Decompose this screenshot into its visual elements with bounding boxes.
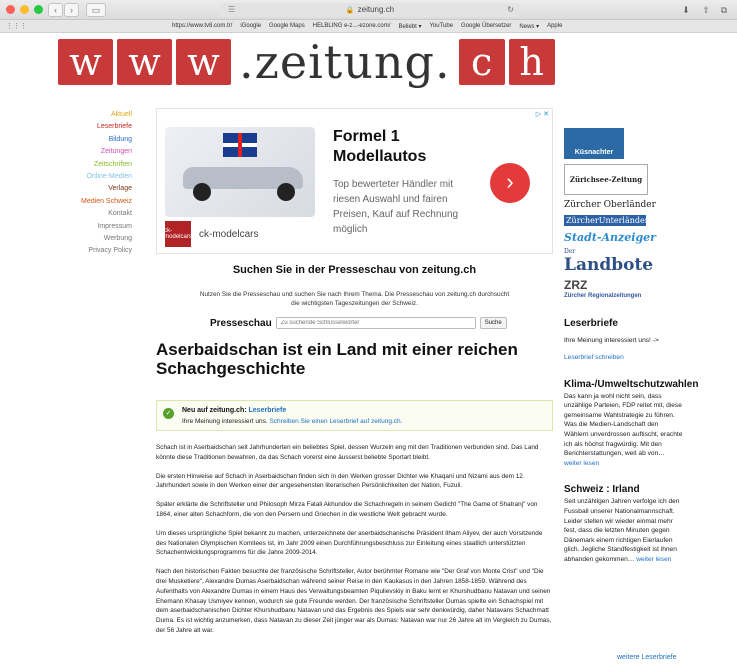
- url-text: zeitung.ch: [357, 5, 395, 14]
- adchoices-icon[interactable]: ▷ ✕: [535, 111, 549, 118]
- notice-link[interactable]: Leserbriefe: [248, 407, 287, 414]
- logo-letter-box: c: [459, 39, 505, 85]
- sidebar-icon[interactable]: ▭: [86, 3, 106, 17]
- article-paragraph: Um dieses ursprüngliche Spiel bekannt zu machen, unterzeichnete der aserbaidschanische Präsident Ilham Aliyev, der auch Vorsitzende des Nationalen Olympischen Komitees ist, im Jahr 2009 einen Durchführungsbeschluss zur Einleitung eines staatlich unterstützten Schachentwicklungsprogramms für die Jahre 2009-2014.: [156, 529, 543, 557]
- leftnav-item-leserbriefe[interactable]: Leserbriefe: [96, 123, 132, 131]
- search-label: Presseschau: [210, 317, 272, 329]
- browser-titlebar: [0, 0, 737, 20]
- letter-item: [564, 482, 684, 564]
- article-body: [156, 443, 553, 645]
- tabs-icon[interactable]: ⧉: [720, 5, 728, 15]
- bookmark-item[interactable]: Apple: [547, 23, 563, 29]
- leftnav-item-online-medien[interactable]: Online-Medien: [86, 173, 132, 181]
- leftnav-item-medien-schweiz[interactable]: Medien Schweiz: [81, 197, 132, 205]
- bookmark-item[interactable]: Beliebt ▾: [398, 23, 422, 30]
- ad-brand-name: ck-modelcars: [199, 228, 259, 240]
- leftnav-item-kontakt[interactable]: Kontakt: [108, 210, 132, 218]
- leftnav-item-verlage[interactable]: Verlage: [108, 185, 132, 193]
- bookmark-item[interactable]: HELBLING e-z...-ezone.com/: [312, 23, 391, 29]
- logo-text: .zeitung.: [239, 35, 451, 89]
- leserbriefe-text: Ihre Meinung interessiert uns! ->: [564, 337, 659, 344]
- notice-link-write[interactable]: Schreiben Sie einen Leserbrief auf zeitung.ch.: [269, 418, 403, 425]
- ad-brand-logo: ck-modelcars: [165, 221, 191, 247]
- article-paragraph: Schach ist in Aserbaidschan seit Jahrhunderten ein beliebtes Spiel, dessen Wurzeln eng mit den Traditionen verbunden sind. Das Land könnte diese Traditionen bewahren, da das Schach vorerst eine äusserst beliebte Sportart bleibt.: [156, 444, 539, 461]
- bookmark-item[interactable]: https://www.tv8.com.tr/: [172, 23, 233, 29]
- bookmark-item[interactable]: Google Übersetzer: [461, 23, 512, 29]
- search-input[interactable]: [276, 317, 476, 329]
- zuercher-unterlaender-logo[interactable]: ZürcherUnterländer: [566, 216, 649, 225]
- more-letters-link[interactable]: weitere Leserbriefe: [617, 654, 677, 661]
- kusnachter-logo[interactable]: Küsnachter: [564, 128, 624, 159]
- article-paragraph: Später erklärte die Schriftsteller und Philosoph Mirza Fatali Akhundov die Schachregeln in seinem Gedicht "The Game of Shatranj" von 1864, einer alten Schachform, die von den Persern und Griechen in die westliche Welt gebracht wurde.: [156, 501, 538, 518]
- letter-excerpt: Seit unzähligen Jahren verfolge ich den Fussball unserer Nationalmannschaft. Leider stellen wir wieder einmal mehr fest, dass die letzten Minuten gegen Dänemark einem richtigen Eierlaufen glich. Jegliche Standfestigkeit ist ihnen abhanden gekommen… weiter lesen: [564, 498, 680, 563]
- leftnav-item-zeitschriften[interactable]: Zeitschriften: [93, 160, 132, 168]
- zuercher-oberlaender-logo[interactable]: Zürcher Oberländer: [564, 200, 656, 210]
- bookmark-item[interactable]: Google Maps: [269, 23, 305, 29]
- advertisement[interactable]: [156, 108, 553, 254]
- search-form: [210, 317, 507, 329]
- grid-icon[interactable]: ⋮⋮⋮: [6, 23, 27, 30]
- zrz-logo[interactable]: ZRZ Zürcher Regionalzeitungen: [564, 278, 642, 299]
- leftnav-item-aktuell[interactable]: Aktuell: [110, 111, 132, 118]
- bookmark-item[interactable]: YouTube: [429, 23, 454, 29]
- bookmark-item[interactable]: News ▾: [519, 23, 540, 30]
- zoom-window-button[interactable]: [34, 5, 43, 14]
- reader-icon[interactable]: ☰: [228, 5, 236, 14]
- landbote-logo[interactable]: Der Landbote: [564, 248, 654, 275]
- letter-excerpt: Das kann ja wohl nicht sein, dass unzählige Parteien, FDP reitet mit, diese gemeinsame Wahlstrategie zu führen. Was die Medien-Landschaft den Wählern unverdrossen auftischt, erachte ich als höchst fragwürdig. Mit den Berichterstattungen, weit ab von… weiter lesen: [564, 392, 683, 467]
- stadt-anzeiger-logo[interactable]: Stadt-Anzeiger: [564, 231, 656, 244]
- read-more-link[interactable]: weiter lesen: [564, 459, 600, 467]
- letter-title[interactable]: Schweiz : Irland: [564, 484, 640, 496]
- logo-letter-box: h: [509, 39, 555, 85]
- left-navigation: [60, 109, 132, 258]
- window-controls: [6, 5, 43, 14]
- leserbrief-write-link[interactable]: Leserbrief schreiben: [564, 353, 624, 361]
- leftnav-item-privacy-policy[interactable]: Privacy Policy: [88, 247, 132, 255]
- article-paragraph: Die ersten Hinweise auf Schach in Aserbaidschan finden sich in den Werken grosser Dichter wie Khaqani und Nizami aus dem 12. Jahrhundert sowie in den Werken einer der angesehensten literarischen Persönlichkeiten der Nation, Fuzuli.: [156, 472, 525, 490]
- article-headline: Aserbaidschan ist ein Land mit einer reichen Schachgeschichte: [156, 340, 518, 378]
- notice-text: Ihre Meinung interessiert uns. Schreiben Sie einen Leserbrief auf zeitung.ch.: [182, 418, 403, 425]
- zuerichsee-zeitung-logo[interactable]: Zürichsee-Zeitung: [564, 164, 648, 195]
- logo-letter-box: w: [176, 39, 231, 85]
- back-icon[interactable]: ‹: [48, 3, 63, 17]
- logo-letter-box: w: [58, 39, 113, 85]
- close-window-button[interactable]: [6, 5, 15, 14]
- leserbriefe-heading: Leserbriefe: [564, 318, 618, 329]
- read-more-link[interactable]: weiter lesen: [636, 555, 672, 563]
- leftnav-item-werbung[interactable]: Werbung: [103, 235, 132, 243]
- download-icon[interactable]: ⬇: [682, 5, 690, 15]
- leftnav-item-zeitungen[interactable]: Zeitungen: [100, 148, 132, 156]
- search-button[interactable]: Suche: [480, 317, 507, 329]
- ad-arrow-button[interactable]: ›: [490, 163, 530, 203]
- bookmarks-bar: [0, 20, 737, 33]
- letter-title[interactable]: Klima-/Umweltschutzwahlen: [564, 378, 699, 390]
- leserbriefe-box: [564, 316, 684, 364]
- search-heading: Suchen Sie in der Presseschau von zeitung.ch: [232, 264, 477, 276]
- reload-icon[interactable]: ↻: [507, 5, 514, 14]
- ad-title[interactable]: Formel 1 Modellautos: [333, 128, 427, 165]
- right-sidebar: [564, 128, 699, 565]
- ad-text: Top bewerteter Händler mit riesen Auswahl und fairen Preisen, Kauf auf Rechnung möglich: [333, 179, 459, 235]
- ad-brand[interactable]: [165, 221, 258, 247]
- minimize-window-button[interactable]: [20, 5, 29, 14]
- forward-icon[interactable]: ›: [64, 3, 79, 17]
- share-icon[interactable]: ⇧: [702, 5, 710, 15]
- site-logo[interactable]: [58, 35, 678, 89]
- bookmark-item[interactable]: iGoogle: [240, 23, 262, 29]
- search-description: Nutzen Sie die Presseschau und suchen Sie nach Ihrem Thema. Die Presseschau von zeitung.ch durchsucht die wichtigsten Tageszeitungen der Schweiz.: [199, 291, 510, 307]
- notice-title: Neu auf zeitung.ch: Leserbriefe: [182, 407, 287, 414]
- address-bar[interactable]: [220, 3, 520, 17]
- leftnav-item-impressum[interactable]: Impressum: [97, 222, 132, 230]
- model-car-image: [165, 127, 315, 217]
- checkmark-icon: ✓: [163, 408, 174, 419]
- letter-item: [564, 378, 699, 469]
- logo-letter-box: w: [117, 39, 172, 85]
- lock-icon: 🔒: [345, 7, 355, 14]
- leserbrief-notice: [156, 400, 553, 431]
- leftnav-item-bildung[interactable]: Bildung: [108, 135, 132, 143]
- article-paragraph: Nach den historischen Fakten besuchte der französische Schriftsteller, Autor berühmter Romane wie "Der Graf von Monte Crist" und "Die drei Musketiere", Alexandre Dumas Aserbaidschan während seiner Reise in den Kaukasus in den Jahren 1858-1859. Während des Aufenthalts von Alexandre Dumas in einem Haus des Verwaltungsbeamten Piqulievskiy in Baku lernt er Khurshudbanu Natavan und seinen Ehemann Khasay Usmiyev kennen, wodurch sie gute Freunde werden. Der französische Schriftsteller Dumas spielte ein Schachspiel mit dem aserbaidschanischen Dichter Khurshudbanu Natavan und das Ergebnis des Spiels war sehr denkwürdig, daher Natavans Schachmatt Duma. Es ist wichtig anzumerken, dass Natavan zu dieser Zeit jünger war als Dumas: Natavan war nur 26 Jahre alt im Vergleich zu Dumas, der 56 Jahre alt war.: [156, 568, 552, 634]
